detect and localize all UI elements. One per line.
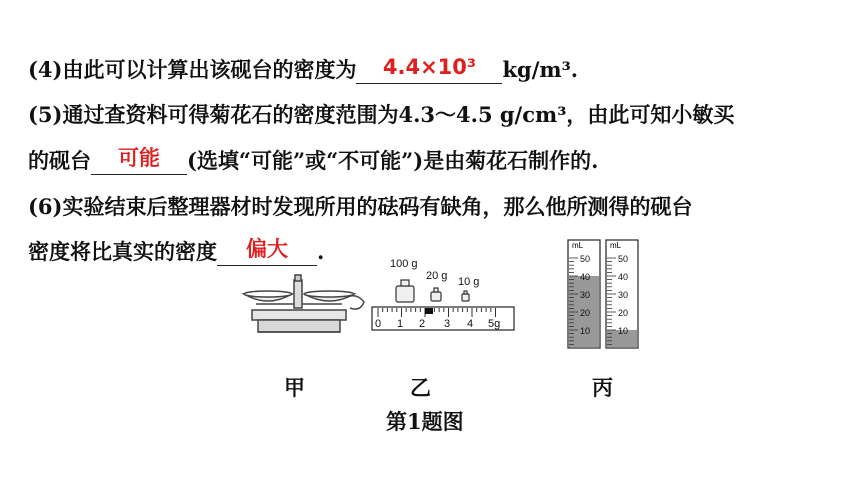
cyl2-tick-30: 30 <box>618 290 629 300</box>
question-6-line-1: (6)实验结束后整理器材时发现所用的砝码有缺角，那么他所测得的砚台 <box>28 194 693 219</box>
weight-label-10g: 10 g <box>458 276 480 288</box>
q4-blank <box>356 57 502 84</box>
figure-label-yi: 乙 <box>410 375 431 400</box>
question-6-line-2 <box>28 238 324 266</box>
weight-label-100g: 100 g <box>390 258 418 270</box>
cylinder-2-unit: mL <box>610 241 622 250</box>
rider <box>425 308 433 314</box>
q4-answer: 4.4×10³ <box>382 55 477 79</box>
q6-suffix: . <box>317 239 325 264</box>
balance-figure <box>238 272 368 342</box>
q6-prefix: 密度将比真实的密度 <box>28 239 217 264</box>
ruler-tick-1: 1 <box>397 318 404 330</box>
cylinders-figure <box>560 234 650 352</box>
ruler-tick-5: 5g <box>488 318 501 330</box>
ruler-tick-3: 3 <box>444 318 451 330</box>
figure-caption: 第1题图 <box>386 409 464 434</box>
q4-suffix: kg/m³. <box>502 57 579 82</box>
cyl2-tick-20: 20 <box>618 308 629 318</box>
cyl1-tick-20: 20 <box>580 308 591 318</box>
cyl1-tick-10: 10 <box>580 326 591 336</box>
cyl2-tick-10: 10 <box>618 326 629 336</box>
weights-ruler-figure <box>370 270 520 340</box>
q5-blank <box>91 148 187 175</box>
q6-answer: 偏大 <box>246 237 288 261</box>
ruler-tick-0: 0 <box>375 318 382 330</box>
weight-label-20g: 20 g <box>426 270 448 282</box>
ruler-tick-4: 4 <box>467 318 474 330</box>
figure-label-bing: 丙 <box>592 375 613 400</box>
cyl2-tick-50: 50 <box>618 254 629 264</box>
question-5-line-1: (5)通过查资料可得菊花石的密度范围为4.3～4.5 g/cm³，由此可知小敏买 <box>28 102 735 127</box>
q5-answer: 可能 <box>118 146 160 170</box>
cyl1-tick-40: 40 <box>580 272 591 282</box>
cyl1-tick-30: 30 <box>580 290 591 300</box>
q4-prefix: (4)由此可以计算出该砚台的密度为 <box>28 57 357 82</box>
cylinder-1 <box>568 240 600 348</box>
question-4 <box>28 56 578 84</box>
q5-suffix: (选填“可能”或“不可能”)是由菊花石制作的. <box>187 148 599 173</box>
figure-label-jia: 甲 <box>284 375 305 400</box>
cyl2-tick-40: 40 <box>618 272 629 282</box>
q5-prefix: 的砚台 <box>28 148 91 173</box>
cylinder-2 <box>606 240 638 348</box>
question-5-line-2 <box>28 147 599 175</box>
q6-blank <box>217 239 317 266</box>
ruler-tick-2: 2 <box>419 318 426 330</box>
cylinder-1-unit: mL <box>572 241 584 250</box>
cyl1-tick-50: 50 <box>580 254 591 264</box>
